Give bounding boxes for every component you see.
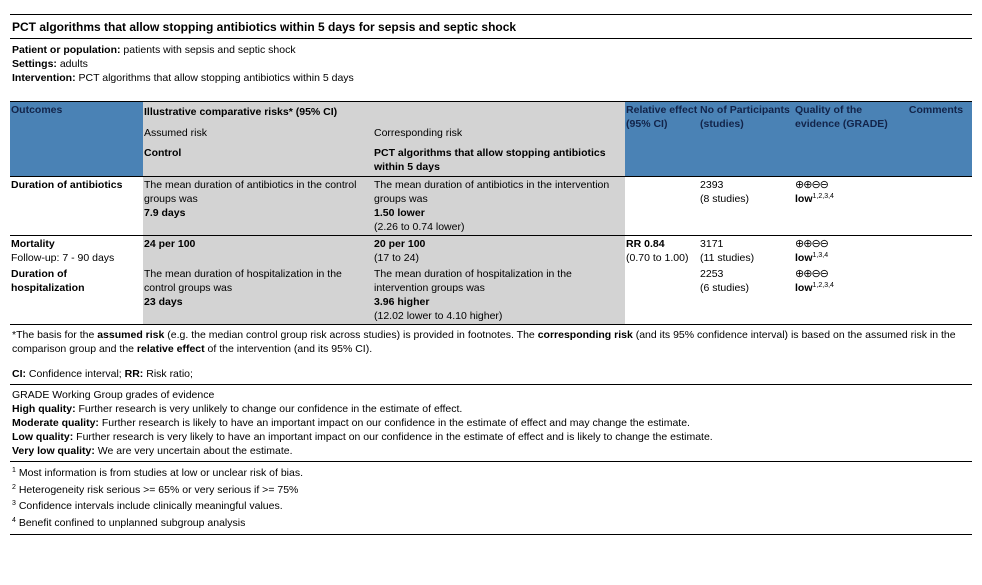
- settings-line: Settings: adults: [12, 58, 88, 70]
- findings-table: [10, 102, 972, 324]
- grade-definitions: GRADE Working Group grades of evidence High quality: Further research is very unlikely to change our confidence in the estimate of effect. Moderate quality: Further research is likely to have an important impact on our confidence in the estimate of effect and may change the estimate. Low quality: Further research is very likely to have an important impact on our confidence in the estimate of effect and is likely to change the estimate. Very low quality: We are very uncertain about the estimate.: [12, 389, 713, 457]
- grade-symbols-icon: ⊕⊕⊖⊖: [795, 238, 828, 250]
- outcome-name: Duration of hospitalization: [11, 268, 85, 294]
- summary-of-findings: [10, 14, 972, 535]
- corresponding-risk-cell: The mean duration of antibiotics in the intervention groups was 1.50 lower (2.26 to 0.74 lower): [373, 177, 625, 236]
- intervention-line: Intervention: PCT algorithms that allow stopping antibiotics within 5 days: [12, 72, 354, 84]
- header-intervention: PCT algorithms that allow stopping antibiotics within 5 days: [373, 142, 625, 176]
- assumed-risk-cell: 24 per 100: [143, 236, 373, 267]
- quality-cell: ⊕⊕⊖⊖ low$^{1,2,3,4}$: [794, 266, 900, 324]
- assumed-risk-cell: The mean duration of hospitalization in the control groups was 23 days: [143, 266, 373, 324]
- note-item: $^1$ Most information is from studies at low or unclear risk of bias.: [12, 467, 304, 479]
- participants-cell: 2253 (6 studies): [700, 268, 750, 294]
- header-corresponding: Corresponding risk: [373, 120, 625, 142]
- relative-effect-cell: [625, 177, 699, 236]
- header-control: Control: [143, 142, 373, 176]
- relative-effect-cell: [625, 266, 699, 324]
- participants-cell: 3171 (11 studies): [699, 236, 794, 267]
- header-relative-effect: Relative effect (95% CI): [625, 102, 699, 177]
- header-comments: Comments: [900, 102, 972, 177]
- comments-cell: [900, 177, 972, 236]
- header-assumed: Assumed risk: [143, 120, 373, 142]
- corresponding-risk-cell: The mean duration of hospitalization in the intervention groups was 3.96 higher (12.02 lower to 4.10 higher): [373, 266, 625, 324]
- header-illustrative: Illustrative comparative risks* (95% CI): [143, 102, 625, 120]
- quality-cell: ⊕⊕⊖⊖ low$^{1,3,4}$: [794, 236, 900, 267]
- note-item: $^2$ Heterogeneity risk serious >= 65% or very serious if >= 75%: [12, 483, 299, 496]
- note-item: $^3$ Confidence intervals include clinically meaningful values.: [12, 500, 283, 512]
- comments-cell: [900, 266, 972, 324]
- bottom-rule: [10, 534, 972, 535]
- table-row: [10, 236, 972, 267]
- grade-symbols-icon: ⊕⊕⊖⊖: [795, 268, 828, 280]
- corresponding-risk-cell: 20 per 100 (17 to 24): [373, 236, 625, 267]
- grade-symbols-icon: ⊕⊕⊖⊖: [795, 179, 828, 191]
- note-item: $^4$ Benefit confined to unplanned subgroup analysis: [12, 516, 246, 529]
- table-row: [10, 177, 972, 236]
- quality-cell: ⊕⊕⊖⊖ low$^{1,2,3,4}$: [794, 177, 900, 236]
- assumed-risk-cell: The mean duration of antibiotics in the control groups was 7.9 days: [143, 177, 373, 236]
- basis-footnote: *The basis for the assumed risk (e.g. the median control group risk across studies) is provided in footnotes. The corresponding risk (and its 95% confidence interval) is based on the assumed risk in the comparison group and the relative effect of the intervention (and its 95% CI).: [12, 329, 956, 355]
- table-row: [10, 266, 972, 324]
- participants-cell: 2393 (8 studies): [699, 177, 794, 236]
- population-block: [10, 39, 972, 89]
- abbreviations: CI: Confidence interval; RR: Risk ratio;: [12, 368, 193, 380]
- header-participants: No of Participants (studies): [699, 102, 794, 177]
- header-quality: Quality of the evidence (GRADE): [794, 102, 900, 177]
- relative-effect-cell: RR 0.84 (0.70 to 1.00): [625, 236, 699, 267]
- header-outcomes: Outcomes: [10, 102, 143, 177]
- population-line: Patient or population: patients with sepsis and septic shock: [12, 44, 296, 56]
- outcome-name: Duration of antibiotics: [10, 177, 143, 236]
- table-title: PCT algorithms that allow stopping antibiotics within 5 days for sepsis and septic shock: [12, 20, 517, 34]
- notes-list: [10, 462, 972, 534]
- outcome-name-cell: Mortality Follow-up: 7 - 90 days: [10, 236, 143, 267]
- comments-cell: [900, 236, 972, 267]
